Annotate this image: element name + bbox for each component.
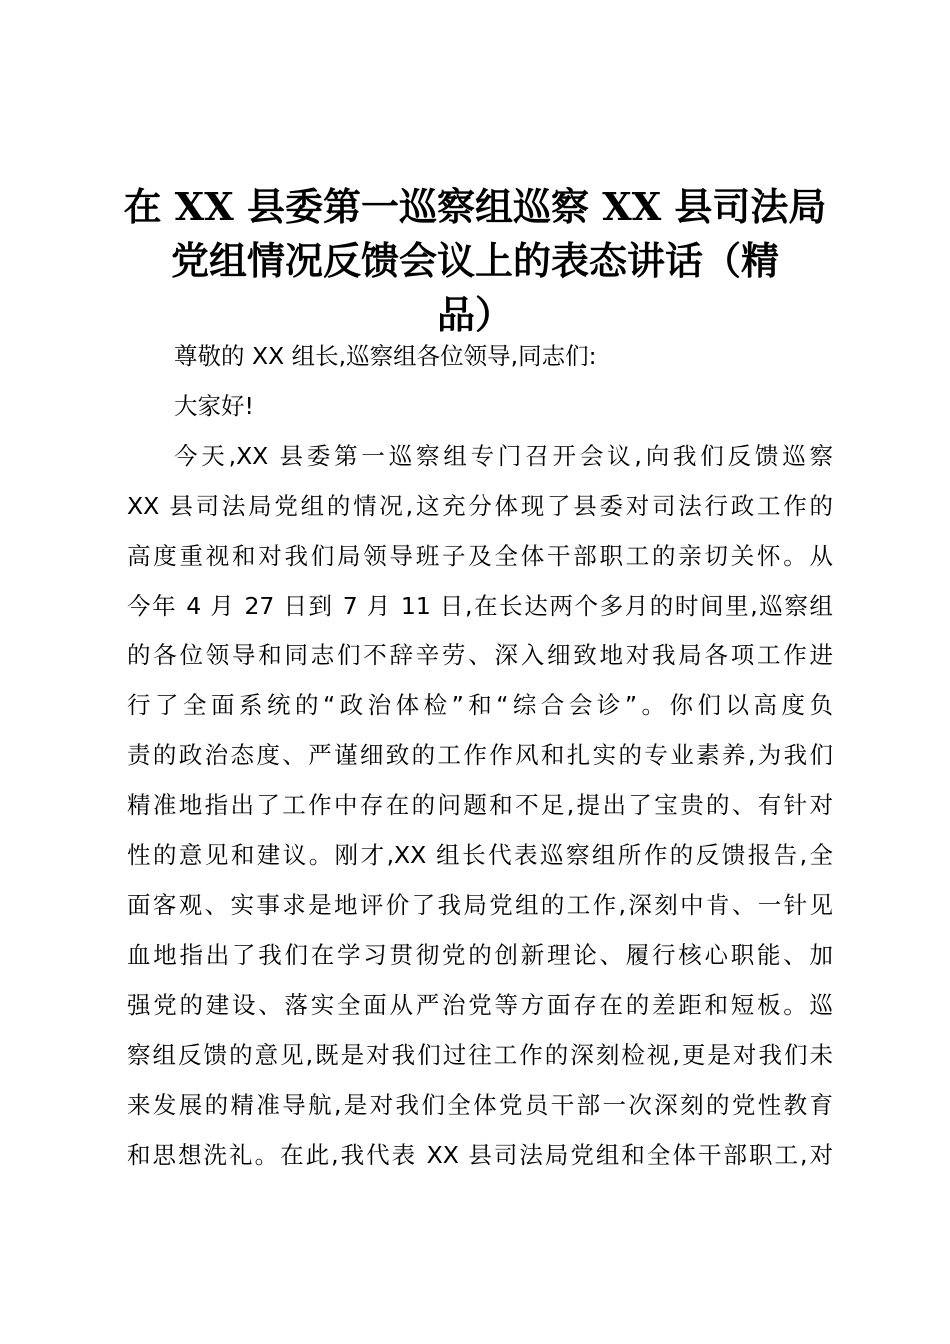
title-line: 在 XX 县委第一巡察组巡察 XX 县司法局 — [123, 184, 827, 229]
body-line: 精准地指出了工作中存在的问题和不足,提出了宝贵的、有针对 — [127, 791, 833, 820]
greeting: 大家好! — [174, 391, 254, 420]
body-line: 行了全面系统的“政治体检”和“综合会诊”。你们以高度负 — [127, 691, 833, 720]
body-line: 高度重视和对我们局领导班子及全体干部职工的亲切关怀。从 — [127, 541, 833, 570]
document-body — [127, 332, 833, 1180]
body-line: 血地指出了我们在学习贯彻党的创新理论、履行核心职能、加 — [127, 940, 833, 969]
body-line: 性的意见和建议。刚才,XX 组长代表巡察组所作的反馈报告,全 — [127, 841, 833, 870]
body-line: 今天,XX 县委第一巡察组专门召开会议,向我们反馈巡察 — [174, 441, 833, 470]
title-line: 党组情况反馈会议上的表态讲话（精 — [170, 238, 779, 283]
title-line: 品） — [436, 292, 513, 337]
body-paragraph — [127, 432, 833, 1181]
body-line: 来发展的精准导航,是对我们全体党员干部一次深刻的党性教育 — [127, 1090, 833, 1119]
body-line: 的各位领导和同志们不辞辛劳、深入细致地对我局各项工作进 — [127, 641, 833, 670]
body-line: 强党的建设、落实全面从严治党等方面存在的差距和短板。巡 — [127, 990, 833, 1019]
body-line: 察组反馈的意见,既是对我们过往工作的深刻检视,更是对我们未 — [127, 1040, 833, 1069]
salutation: 尊敬的 XX 组长,巡察组各位领导,同志们: — [174, 342, 597, 370]
body-line: 责的政治态度、严谨细致的工作作风和扎实的专业素养,为我们 — [127, 741, 833, 770]
body-line: XX 县司法局党组的情况,这充分体现了县委对司法行政工作的 — [127, 491, 833, 520]
body-line: 面客观、实事求是地评价了我局党组的工作,深刻中肯、一针见 — [127, 890, 833, 919]
body-line: 今年 4 月 27 日到 7 月 11 日,在长达两个多月的时间里,巡察组 — [127, 591, 833, 620]
document-title — [120, 180, 830, 342]
body-line: 和思想洗礼。在此,我代表 XX 县司法局党组和全体干部职工,对 — [127, 1140, 833, 1169]
